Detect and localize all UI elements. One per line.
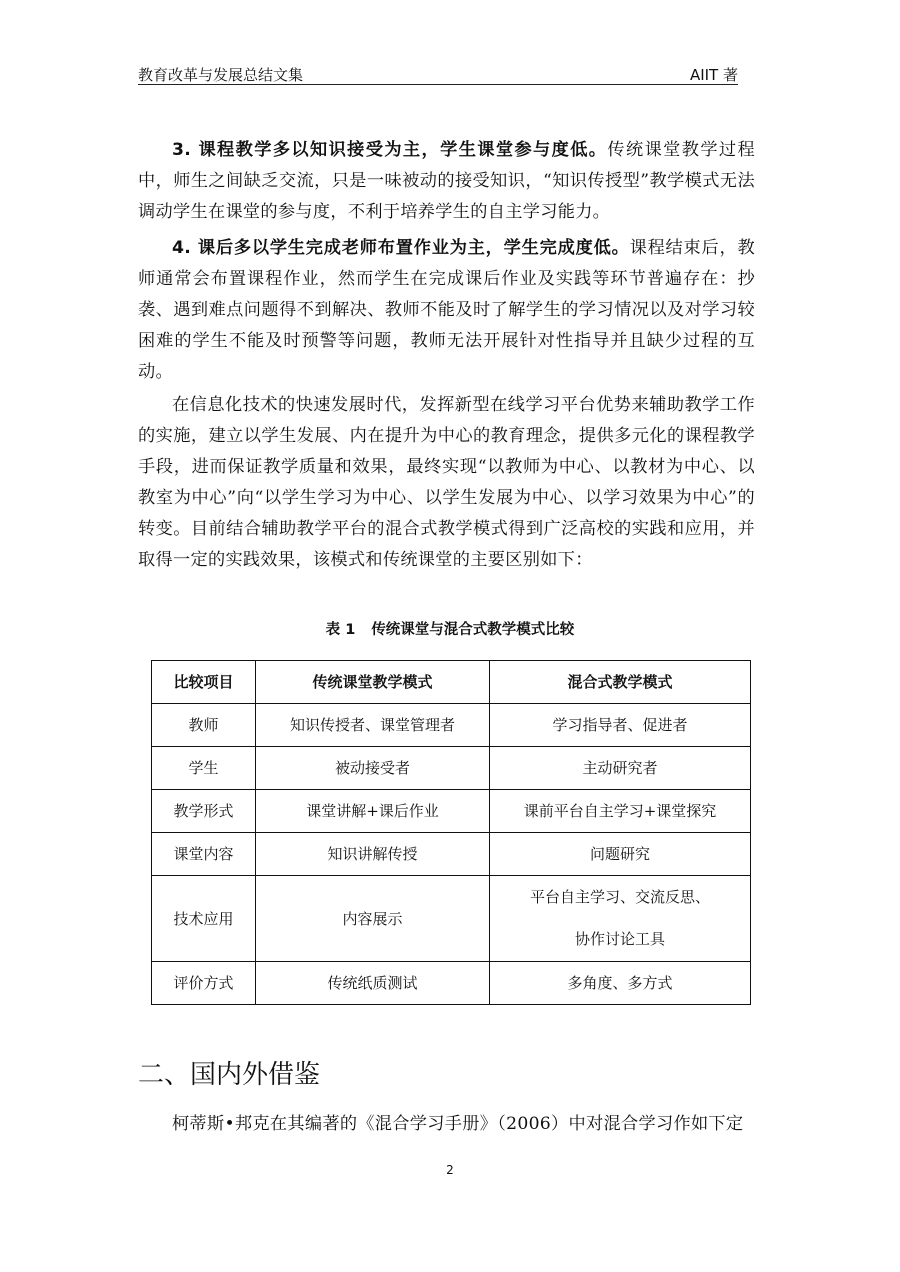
table-row bbox=[152, 833, 751, 876]
table-cell: 学习指导者、促进者 bbox=[490, 704, 751, 747]
table-header-row bbox=[152, 661, 751, 704]
point-4-heading: 4. 课后多以学生完成老师布置作业为主，学生完成度低。 bbox=[172, 238, 630, 258]
point-4-body: 课程结束后，教师通常会布置课程作业，然而学生在完成课后作业及实践等环节普遍存在：抄袭、遇到难点问题得不到解决、教师不能及时了解学生的学习情况以及对学习较困难的学生不能及时预警等问题，教师无法开展针对性指导并且缺少过程的互动。 bbox=[138, 238, 755, 382]
table-cell: 课堂讲解+课后作业 bbox=[256, 790, 490, 833]
table-cell: 课堂内容 bbox=[152, 833, 256, 876]
table-row bbox=[152, 790, 751, 833]
table-cell: 教师 bbox=[152, 704, 256, 747]
section-heading: 二、国内外借鉴 bbox=[138, 1060, 321, 1090]
point-3-body: 传统课堂教学过程中，师生之间缺乏交流，只是一味被动的接受知识，“知识传授型”教学模式无法调动学生在课堂的参与度，不利于培养学生的自主学习能力。 bbox=[138, 140, 755, 222]
table-header-cell: 传统课堂教学模式 bbox=[256, 661, 490, 704]
table-caption-number: 表 1 bbox=[325, 622, 356, 638]
table-cell: 被动接受者 bbox=[256, 747, 490, 790]
table-cell: 评价方式 bbox=[152, 962, 256, 1005]
table-cell: 教学形式 bbox=[152, 790, 256, 833]
table-row bbox=[152, 747, 751, 790]
table-cell: 主动研究者 bbox=[490, 747, 751, 790]
table-cell: 传统纸质测试 bbox=[256, 962, 490, 1005]
page-header bbox=[138, 66, 738, 85]
paragraph-point-4 bbox=[138, 233, 755, 388]
table-cell: 知识传授者、课堂管理者 bbox=[256, 704, 490, 747]
table-cell: 学生 bbox=[152, 747, 256, 790]
table-row bbox=[152, 876, 751, 962]
table-cell: 多角度、多方式 bbox=[490, 962, 751, 1005]
paragraph-blended-learning bbox=[138, 390, 755, 576]
comparison-table bbox=[151, 660, 751, 1005]
table-cell: 知识讲解传授 bbox=[256, 833, 490, 876]
table-cell: 课前平台自主学习+课堂探究 bbox=[490, 790, 751, 833]
table-cell-line: 协作讨论工具 bbox=[574, 930, 665, 948]
header-author: AIIT 著 bbox=[689, 66, 738, 84]
table-cell bbox=[490, 876, 751, 962]
table-cell-line: 平台自主学习、交流反思、 bbox=[529, 888, 710, 906]
paragraph-bonk-definition-text: 柯蒂斯•邦克在其编著的《混合学习手册》（2006）中对混合学习作如下定 bbox=[172, 1114, 744, 1134]
page-number: 2 bbox=[446, 1163, 454, 1177]
paragraph-blended-learning-text: 在信息化技术的快速发展时代，发挥新型在线学习平台优势来辅助教学工作的实施，建立以学生发展、内在提升为中心的教育理念，提供多元化的课程教学手段，进而保证教学质量和效果，最终实现“以教师为中心、以教材为中心、以教室为中心”向“以学生学习为中心、以学生发展为中心、以学习效果为中心”的转变。目前结合辅助教学平台的混合式教学模式得到广泛高校的实践和应用，并取得一定的实践效果，该模式和传统课堂的主要区别如下： bbox=[138, 395, 755, 570]
table-header-cell: 混合式教学模式 bbox=[490, 661, 751, 704]
table-row bbox=[152, 962, 751, 1005]
point-3-heading: 3. 课程教学多以知识接受为主，学生课堂参与度低。 bbox=[172, 140, 608, 160]
table-caption-title: 传统课堂与混合式教学模式比较 bbox=[371, 622, 575, 638]
paragraph-point-3 bbox=[138, 135, 755, 228]
table-caption bbox=[0, 620, 900, 640]
table-cell: 问题研究 bbox=[490, 833, 751, 876]
header-book-title: 教育改革与发展总结文集 bbox=[138, 66, 304, 84]
table-row bbox=[152, 704, 751, 747]
table-header-cell: 比较项目 bbox=[152, 661, 256, 704]
table-cell: 技术应用 bbox=[152, 876, 256, 962]
table-cell: 内容展示 bbox=[256, 876, 490, 962]
paragraph-bonk-definition bbox=[138, 1109, 755, 1140]
